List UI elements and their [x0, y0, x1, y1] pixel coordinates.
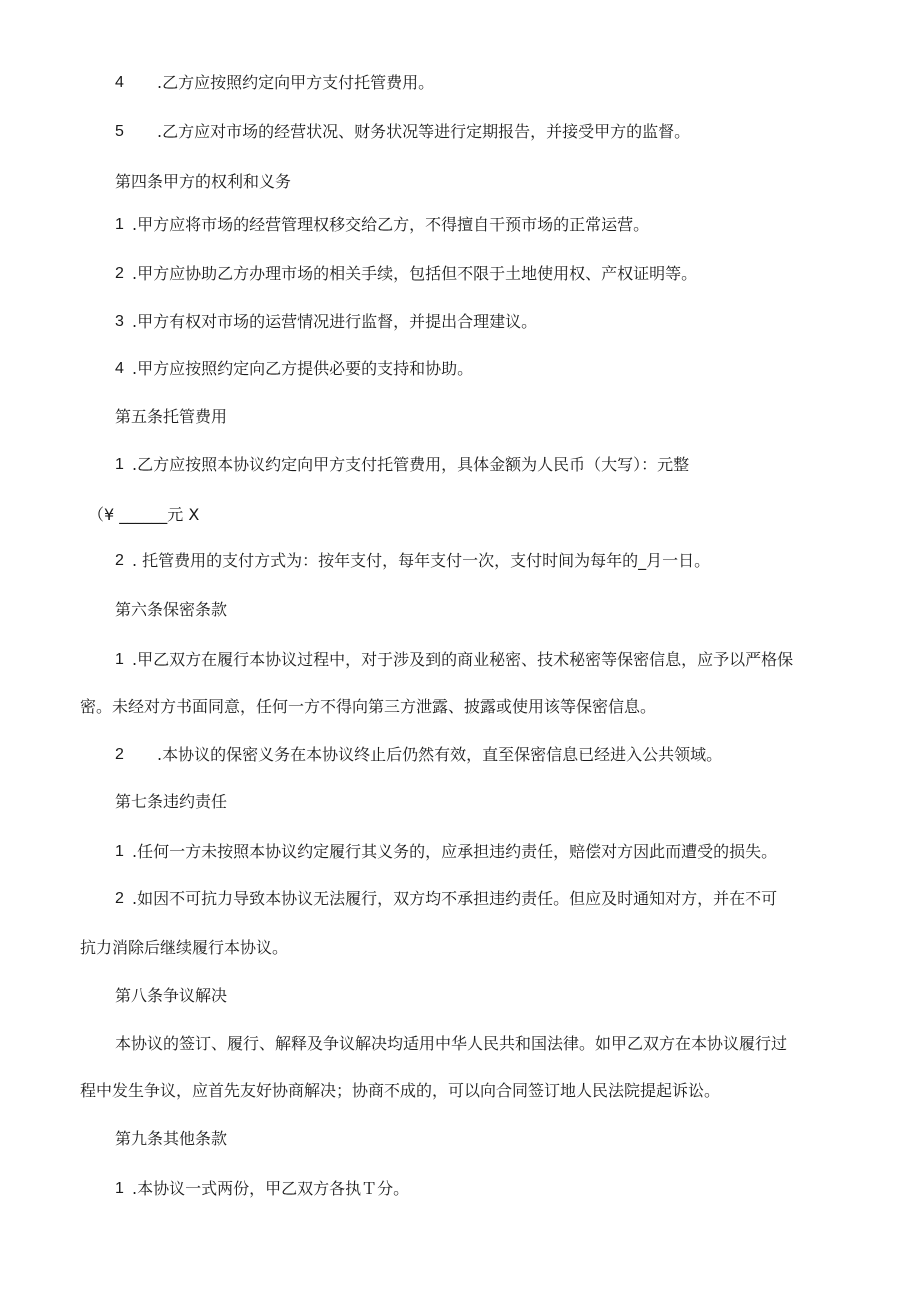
item-number: 2 [115, 552, 124, 569]
section-heading-text: 第四条甲方的权利和义务 [115, 172, 292, 191]
item-text: .本协议的保密义务在本协议终止后仍然有效，直至保密信息已经进入公共领域。 [157, 745, 723, 764]
item-text: .甲乙双方在履行本协议过程中，对于涉及到的商业秘密、技术秘密等保密信息，应予以严格保 [132, 650, 794, 669]
section-heading-text: 第五条托管费用 [115, 407, 228, 426]
item-text: .甲方应按照约定向乙方提供必要的支持和协助。 [132, 359, 474, 378]
item-text: .甲方有权对市场的运营情况进行监督，并提出合理建议。 [132, 312, 538, 331]
item-number: 1 [115, 216, 124, 233]
item-text: .乙方应按照本协议约定向甲方支付托管费用，具体金额为人民币（大写）：元整 [132, 455, 690, 474]
item-text: .乙方应对市场的经营状况、财务状况等进行定期报告，并接受甲方的监督。 [157, 122, 691, 141]
item-number: 1 [115, 651, 124, 668]
item-text: .任何一方未按照本协议约定履行其义务的，应承担违约责任，赔偿对方因此而遭受的损失。 [132, 842, 778, 861]
item-text: .甲方应协助乙方办理市场的相关手续，包括但不限于土地使用权、产权证明等。 [132, 264, 698, 283]
item-number: 3 [115, 313, 124, 330]
item-number: 5 [115, 123, 124, 140]
item-text-continued: 抗力消除后继续履行本协议。 [80, 938, 289, 957]
item-number: 2 [115, 746, 124, 763]
paragraph-text-continued: 程中发生争议，应首先友好协商解决；协商不成的，可以向合同签订地人民法院提起诉讼。 [80, 1081, 721, 1100]
item-number: 1 [115, 843, 124, 860]
item-text-continued: 密。未经对方书面同意，任何一方不得向第三方泄露、披露或使用该等保密信息。 [80, 697, 657, 716]
item-text: . 托管费用的支付方式为：按年支付，每年支付一次，支付时间为每年的_月一日。 [132, 551, 711, 570]
item-number: 4 [115, 360, 124, 377]
section-heading-text: 第九条其他条款 [115, 1129, 228, 1148]
item-number: 1 [115, 456, 124, 473]
item-text: .本协议一式两份，甲乙双方各执Ｔ分。 [132, 1179, 410, 1198]
section-heading-text: 第八条争议解决 [115, 986, 228, 1005]
item-number: 2 [115, 890, 124, 907]
amount-line: （¥ ______元 X [88, 505, 200, 524]
item-text: .甲方应将市场的经营管理权移交给乙方，不得擅自干预市场的正常运营。 [132, 215, 650, 234]
section-heading-text: 第六条保密条款 [115, 600, 228, 619]
item-number: 2 [115, 265, 124, 282]
item-number: 1 [115, 1180, 124, 1197]
paragraph-text: 本协议的签订、履行、解释及争议解决均适用中华人民共和国法律。如甲乙双方在本协议履行过 [115, 1034, 788, 1053]
item-number: 4 [115, 74, 124, 91]
item-text: .如因不可抗力导致本协议无法履行，双方均不承担违约责任。但应及时通知对方，并在不可 [132, 889, 778, 908]
item-text: .乙方应按照约定向甲方支付托管费用。 [157, 73, 435, 92]
section-heading-text: 第七条违约责任 [115, 792, 228, 811]
